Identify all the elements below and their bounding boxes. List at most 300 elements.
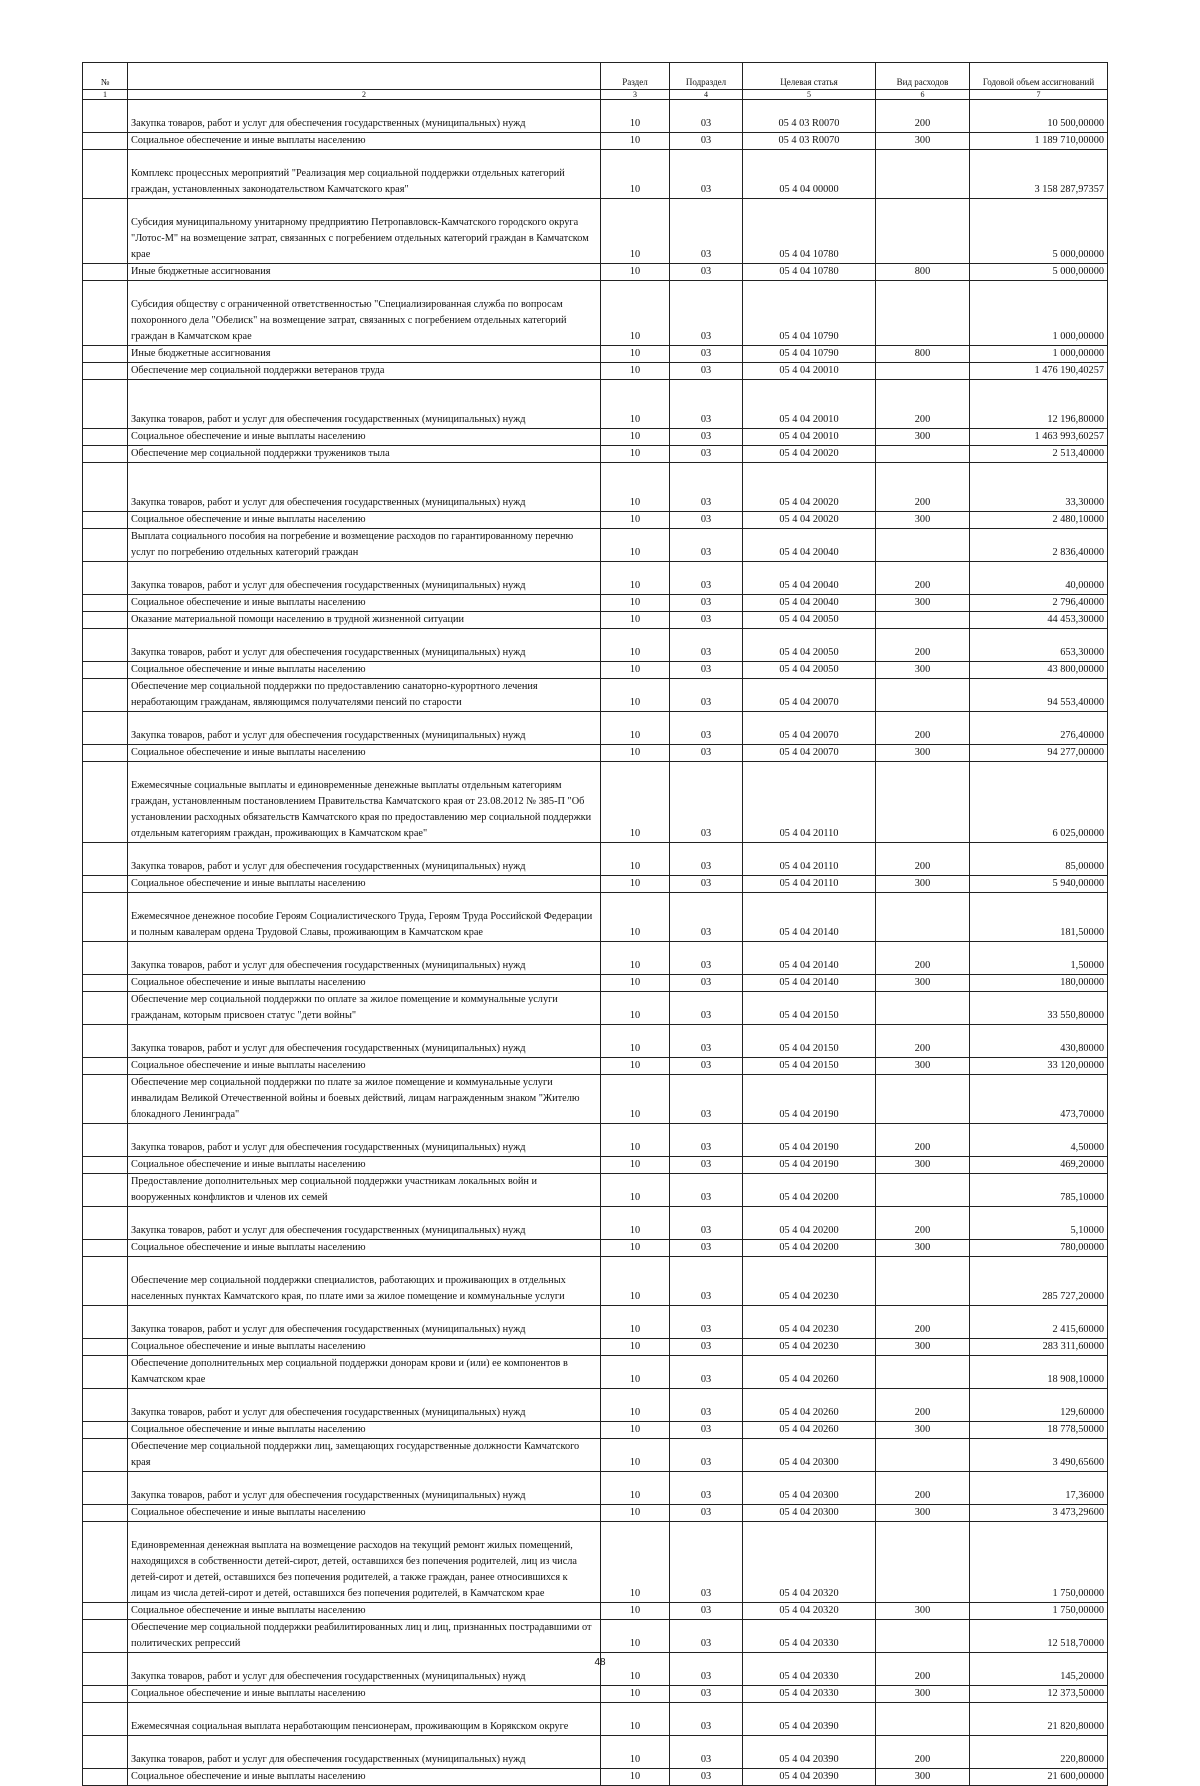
- table-row: [83, 1389, 1108, 1422]
- amount-cell: 145,20000: [970, 1653, 1108, 1686]
- subsection-cell: 03: [670, 1439, 743, 1472]
- amount-cell: 180,00000: [970, 975, 1108, 992]
- target-article-cell: 05 4 04 10780: [743, 264, 876, 281]
- target-article-cell: 05 4 04 20390: [743, 1769, 876, 1786]
- row-number-cell: [83, 100, 128, 133]
- row-name-cell: Социальное обеспечение и иные выплаты населению: [128, 745, 601, 762]
- subsection-cell: 03: [670, 1422, 743, 1439]
- row-name-cell: Обеспечение дополнительных мер социальной поддержки донорам крови и (или) ее компонентов в Камчатском крае: [128, 1356, 601, 1389]
- expense-type-cell: [876, 1620, 970, 1653]
- subsection-cell: 03: [670, 512, 743, 529]
- row-number-cell: [83, 762, 128, 843]
- subsection-cell: 03: [670, 1472, 743, 1505]
- row-number-cell: [83, 346, 128, 363]
- section-cell: 10: [601, 762, 670, 843]
- subsection-cell: 03: [670, 1157, 743, 1174]
- row-number-cell: [83, 512, 128, 529]
- column-number: 2: [128, 90, 601, 100]
- expense-type-cell: 200: [876, 1207, 970, 1240]
- row-number-cell: [83, 1025, 128, 1058]
- expense-type-cell: 200: [876, 1306, 970, 1339]
- table-row: [83, 1439, 1108, 1472]
- section-cell: 10: [601, 529, 670, 562]
- table-row: [83, 1505, 1108, 1522]
- target-article-cell: 05 4 04 20040: [743, 529, 876, 562]
- amount-cell: 1 476 190,40257: [970, 363, 1108, 380]
- row-name-cell: Субсидия обществу с ограниченной ответственностью "Специализированная служба по вопросам похоронного дела "Обелиск" на возмещение затрат, связанных с погребением отдельных категорий граждан в Камчатском крае: [128, 281, 601, 346]
- row-name-cell: Обеспечение мер социальной поддержки лиц, замещающих государственные должности Камчатского края: [128, 1439, 601, 1472]
- row-number-cell: [83, 1339, 128, 1356]
- amount-cell: 5 000,00000: [970, 199, 1108, 264]
- row-number-cell: [83, 1736, 128, 1769]
- subsection-cell: 03: [670, 942, 743, 975]
- expense-type-cell: [876, 992, 970, 1025]
- table-row: [83, 992, 1108, 1025]
- target-article-cell: 05 4 04 10790: [743, 346, 876, 363]
- section-cell: 10: [601, 843, 670, 876]
- expense-type-cell: [876, 1703, 970, 1736]
- target-article-cell: 05 4 04 20020: [743, 463, 876, 512]
- column-number: 1: [83, 90, 128, 100]
- table-row: [83, 975, 1108, 992]
- expense-type-cell: [876, 893, 970, 942]
- row-number-cell: [83, 629, 128, 662]
- subsection-cell: 03: [670, 150, 743, 199]
- table-row: [83, 942, 1108, 975]
- subsection-cell: 03: [670, 893, 743, 942]
- subsection-cell: 03: [670, 1620, 743, 1653]
- row-number-cell: [83, 1439, 128, 1472]
- expense-type-cell: 300: [876, 745, 970, 762]
- row-number-cell: [83, 150, 128, 199]
- table-row: [83, 446, 1108, 463]
- target-article-cell: 05 4 04 20020: [743, 446, 876, 463]
- subsection-cell: 03: [670, 346, 743, 363]
- row-number-cell: [83, 679, 128, 712]
- table-row: [83, 843, 1108, 876]
- expense-type-cell: 200: [876, 1736, 970, 1769]
- row-name-cell: Социальное обеспечение и иные выплаты населению: [128, 975, 601, 992]
- amount-cell: 2 513,40000: [970, 446, 1108, 463]
- row-name-cell: Закупка товаров, работ и услуг для обеспечения государственных (муниципальных) нужд: [128, 629, 601, 662]
- header-expense-type: Вид расходов: [876, 63, 970, 90]
- table-row: [83, 562, 1108, 595]
- table-row: [83, 612, 1108, 629]
- subsection-cell: 03: [670, 679, 743, 712]
- target-article-cell: 05 4 04 20300: [743, 1439, 876, 1472]
- amount-cell: 21 820,80000: [970, 1703, 1108, 1736]
- expense-type-cell: [876, 1257, 970, 1306]
- section-cell: 10: [601, 745, 670, 762]
- expense-type-cell: 200: [876, 463, 970, 512]
- row-number-cell: [83, 712, 128, 745]
- amount-cell: 181,50000: [970, 893, 1108, 942]
- row-name-cell: Субсидия муниципальному унитарному предприятию Петропавловск-Камчатского городского округа "Лотос-М" на возмещение затрат, связанных с погребением отдельных категорий граждан в Камчатском крае: [128, 199, 601, 264]
- expense-type-cell: [876, 529, 970, 562]
- section-cell: 10: [601, 1075, 670, 1124]
- row-name-cell: Социальное обеспечение и иные выплаты населению: [128, 662, 601, 679]
- section-cell: 10: [601, 429, 670, 446]
- expense-type-cell: [876, 199, 970, 264]
- table-row: [83, 529, 1108, 562]
- table-row: [83, 1306, 1108, 1339]
- section-cell: 10: [601, 1769, 670, 1786]
- amount-cell: 2 836,40000: [970, 529, 1108, 562]
- target-article-cell: 05 4 04 20110: [743, 843, 876, 876]
- row-number-cell: [83, 1124, 128, 1157]
- section-cell: 10: [601, 1389, 670, 1422]
- section-cell: 10: [601, 629, 670, 662]
- expense-type-cell: 300: [876, 1240, 970, 1257]
- row-number-cell: [83, 1058, 128, 1075]
- target-article-cell: 05 4 04 20260: [743, 1422, 876, 1439]
- subsection-cell: 03: [670, 1653, 743, 1686]
- row-name-cell: Ежемесячная социальная выплата неработающим пенсионерам, проживающим в Корякском округе: [128, 1703, 601, 1736]
- row-name-cell: Социальное обеспечение и иные выплаты населению: [128, 1339, 601, 1356]
- expense-type-cell: 300: [876, 1603, 970, 1620]
- table-row: [83, 281, 1108, 346]
- row-name-cell: Иные бюджетные ассигнования: [128, 346, 601, 363]
- row-name-cell: Выплата социального пособия на погребение и возмещение расходов по гарантированному перечню услуг по погребению отдельных категорий граждан: [128, 529, 601, 562]
- amount-cell: 1 000,00000: [970, 346, 1108, 363]
- target-article-cell: 05 4 04 20330: [743, 1686, 876, 1703]
- row-name-cell: Обеспечение мер социальной поддержки по плате за жилое помещение и коммунальные услуги инвалидам Великой Отечественной войны и боевых действий, лицам награжденным знаком "Жителю блокадного Ленинграда": [128, 1075, 601, 1124]
- expense-type-cell: 300: [876, 1339, 970, 1356]
- amount-cell: 33,30000: [970, 463, 1108, 512]
- row-number-cell: [83, 843, 128, 876]
- table-row: [83, 264, 1108, 281]
- header-no: №: [83, 63, 128, 90]
- row-number-cell: [83, 1157, 128, 1174]
- target-article-cell: 05 4 03 R0070: [743, 133, 876, 150]
- amount-cell: 18 908,10000: [970, 1356, 1108, 1389]
- table-row: [83, 1703, 1108, 1736]
- expense-type-cell: [876, 150, 970, 199]
- amount-cell: 12 518,70000: [970, 1620, 1108, 1653]
- row-number-cell: [83, 1620, 128, 1653]
- target-article-cell: 05 4 04 20070: [743, 745, 876, 762]
- row-name-cell: Закупка товаров, работ и услуг для обеспечения государственных (муниципальных) нужд: [128, 1653, 601, 1686]
- table-row: [83, 1603, 1108, 1620]
- amount-cell: 1 189 710,00000: [970, 133, 1108, 150]
- expense-type-cell: [876, 446, 970, 463]
- table-row: [83, 1075, 1108, 1124]
- amount-cell: 33 120,00000: [970, 1058, 1108, 1075]
- expense-type-cell: 200: [876, 1389, 970, 1422]
- section-cell: 10: [601, 1240, 670, 1257]
- expense-type-cell: [876, 1075, 970, 1124]
- amount-cell: 469,20000: [970, 1157, 1108, 1174]
- expense-type-cell: 200: [876, 843, 970, 876]
- target-article-cell: 05 4 04 10780: [743, 199, 876, 264]
- amount-cell: 33 550,80000: [970, 992, 1108, 1025]
- row-number-cell: [83, 1174, 128, 1207]
- target-article-cell: 05 4 04 20260: [743, 1389, 876, 1422]
- table-row: [83, 1339, 1108, 1356]
- amount-cell: 4,50000: [970, 1124, 1108, 1157]
- row-number-cell: [83, 1472, 128, 1505]
- section-cell: 10: [601, 264, 670, 281]
- row-number-cell: [83, 876, 128, 893]
- table-row: [83, 1058, 1108, 1075]
- row-number-cell: [83, 199, 128, 264]
- target-article-cell: 05 4 04 20140: [743, 893, 876, 942]
- amount-cell: 12 196,80000: [970, 380, 1108, 429]
- row-name-cell: Закупка товаров, работ и услуг для обеспечения государственных (муниципальных) нужд: [128, 463, 601, 512]
- target-article-cell: 05 4 04 20140: [743, 942, 876, 975]
- row-number-cell: [83, 1505, 128, 1522]
- row-number-cell: [83, 1389, 128, 1422]
- target-article-cell: 05 4 04 20150: [743, 992, 876, 1025]
- section-cell: 10: [601, 1306, 670, 1339]
- header-annual-volume: Годовой объем ассигнований: [970, 63, 1108, 90]
- amount-cell: 785,10000: [970, 1174, 1108, 1207]
- row-name-cell: Закупка товаров, работ и услуг для обеспечения государственных (муниципальных) нужд: [128, 562, 601, 595]
- target-article-cell: 05 4 04 20070: [743, 712, 876, 745]
- header-name: [128, 63, 601, 90]
- section-cell: 10: [601, 1058, 670, 1075]
- table-row: [83, 463, 1108, 512]
- row-name-cell: Закупка товаров, работ и услуг для обеспечения государственных (муниципальных) нужд: [128, 712, 601, 745]
- target-article-cell: 05 4 04 20300: [743, 1505, 876, 1522]
- amount-cell: 2 480,10000: [970, 512, 1108, 529]
- expense-type-cell: 300: [876, 512, 970, 529]
- target-article-cell: 05 4 04 20050: [743, 612, 876, 629]
- amount-cell: 5 000,00000: [970, 264, 1108, 281]
- expense-type-cell: [876, 1174, 970, 1207]
- row-number-cell: [83, 1257, 128, 1306]
- subsection-cell: 03: [670, 1058, 743, 1075]
- row-number-cell: [83, 942, 128, 975]
- table-header-row: [83, 63, 1108, 90]
- row-name-cell: Закупка товаров, работ и услуг для обеспечения государственных (муниципальных) нужд: [128, 1124, 601, 1157]
- row-name-cell: Социальное обеспечение и иные выплаты населению: [128, 429, 601, 446]
- section-cell: 10: [601, 1686, 670, 1703]
- section-cell: 10: [601, 1603, 670, 1620]
- subsection-cell: 03: [670, 975, 743, 992]
- target-article-cell: 05 4 04 20200: [743, 1174, 876, 1207]
- table-row: [83, 1240, 1108, 1257]
- section-cell: 10: [601, 1025, 670, 1058]
- table-row: [83, 679, 1108, 712]
- amount-cell: 3 490,65600: [970, 1439, 1108, 1472]
- section-cell: 10: [601, 876, 670, 893]
- target-article-cell: 05 4 04 20390: [743, 1703, 876, 1736]
- subsection-cell: 03: [670, 1736, 743, 1769]
- expense-type-cell: 300: [876, 1686, 970, 1703]
- subsection-cell: 03: [670, 843, 743, 876]
- expense-type-cell: 300: [876, 1157, 970, 1174]
- section-cell: 10: [601, 1257, 670, 1306]
- section-cell: 10: [601, 199, 670, 264]
- amount-cell: 43 800,00000: [970, 662, 1108, 679]
- table-row: [83, 512, 1108, 529]
- target-article-cell: 05 4 04 20190: [743, 1157, 876, 1174]
- table-row: [83, 1620, 1108, 1653]
- section-cell: 10: [601, 446, 670, 463]
- amount-cell: 10 500,00000: [970, 100, 1108, 133]
- row-number-cell: [83, 662, 128, 679]
- section-cell: 10: [601, 1703, 670, 1736]
- row-number-cell: [83, 562, 128, 595]
- row-number-cell: [83, 529, 128, 562]
- expense-type-cell: 200: [876, 380, 970, 429]
- table-row: [83, 662, 1108, 679]
- row-name-cell: Закупка товаров, работ и услуг для обеспечения государственных (муниципальных) нужд: [128, 942, 601, 975]
- amount-cell: 21 600,00000: [970, 1769, 1108, 1786]
- section-cell: 10: [601, 1439, 670, 1472]
- target-article-cell: 05 4 04 20150: [743, 1058, 876, 1075]
- header-section: Раздел: [601, 63, 670, 90]
- subsection-cell: 03: [670, 1174, 743, 1207]
- target-article-cell: 05 4 04 20320: [743, 1522, 876, 1603]
- amount-cell: 1 000,00000: [970, 281, 1108, 346]
- section-cell: 10: [601, 363, 670, 380]
- amount-cell: 473,70000: [970, 1075, 1108, 1124]
- table-row: [83, 1257, 1108, 1306]
- amount-cell: 40,00000: [970, 562, 1108, 595]
- row-name-cell: Социальное обеспечение и иные выплаты населению: [128, 1769, 601, 1786]
- row-name-cell: Закупка товаров, работ и услуг для обеспечения государственных (муниципальных) нужд: [128, 1306, 601, 1339]
- target-article-cell: 05 4 04 20140: [743, 975, 876, 992]
- expense-type-cell: 200: [876, 942, 970, 975]
- target-article-cell: 05 4 04 20040: [743, 595, 876, 612]
- section-cell: 10: [601, 679, 670, 712]
- table-row: [83, 150, 1108, 199]
- section-cell: 10: [601, 712, 670, 745]
- target-article-cell: 05 4 04 20200: [743, 1240, 876, 1257]
- header-target-article: Целевая статья: [743, 63, 876, 90]
- expense-type-cell: 800: [876, 264, 970, 281]
- table-row: [83, 1025, 1108, 1058]
- subsection-cell: 03: [670, 762, 743, 843]
- row-number-cell: [83, 1207, 128, 1240]
- amount-cell: 2 796,40000: [970, 595, 1108, 612]
- section-cell: 10: [601, 1124, 670, 1157]
- subsection-cell: 03: [670, 133, 743, 150]
- target-article-cell: 05 4 04 20040: [743, 562, 876, 595]
- subsection-cell: 03: [670, 595, 743, 612]
- amount-cell: 129,60000: [970, 1389, 1108, 1422]
- row-number-cell: [83, 380, 128, 429]
- subsection-cell: 03: [670, 429, 743, 446]
- row-number-cell: [83, 1769, 128, 1786]
- row-number-cell: [83, 1356, 128, 1389]
- section-cell: 10: [601, 1422, 670, 1439]
- target-article-cell: 05 4 04 20200: [743, 1207, 876, 1240]
- table-row: [83, 380, 1108, 429]
- expense-type-cell: 300: [876, 1505, 970, 1522]
- amount-cell: 17,36000: [970, 1472, 1108, 1505]
- table-row: [83, 346, 1108, 363]
- amount-cell: 5 940,00000: [970, 876, 1108, 893]
- section-cell: 10: [601, 1207, 670, 1240]
- expense-type-cell: 200: [876, 1653, 970, 1686]
- subsection-cell: 03: [670, 463, 743, 512]
- row-name-cell: Закупка товаров, работ и услуг для обеспечения государственных (муниципальных) нужд: [128, 843, 601, 876]
- amount-cell: 220,80000: [970, 1736, 1108, 1769]
- subsection-cell: 03: [670, 100, 743, 133]
- subsection-cell: 03: [670, 629, 743, 662]
- row-number-cell: [83, 595, 128, 612]
- subsection-cell: 03: [670, 1356, 743, 1389]
- row-number-cell: [83, 429, 128, 446]
- subsection-cell: 03: [670, 1075, 743, 1124]
- amount-cell: 276,40000: [970, 712, 1108, 745]
- table-row: [83, 1356, 1108, 1389]
- column-number: 6: [876, 90, 970, 100]
- expense-type-cell: 300: [876, 1058, 970, 1075]
- section-cell: 10: [601, 150, 670, 199]
- subsection-cell: 03: [670, 712, 743, 745]
- table-row: [83, 1736, 1108, 1769]
- subsection-cell: 03: [670, 1703, 743, 1736]
- table-row: [83, 1686, 1108, 1703]
- row-number-cell: [83, 1603, 128, 1620]
- column-number-row: [83, 90, 1108, 100]
- target-article-cell: 05 4 04 20320: [743, 1603, 876, 1620]
- expense-type-cell: 200: [876, 562, 970, 595]
- subsection-cell: 03: [670, 1769, 743, 1786]
- section-cell: 10: [601, 662, 670, 679]
- subsection-cell: 03: [670, 199, 743, 264]
- subsection-cell: 03: [670, 745, 743, 762]
- section-cell: 10: [601, 1505, 670, 1522]
- expense-type-cell: 300: [876, 1769, 970, 1786]
- amount-cell: 430,80000: [970, 1025, 1108, 1058]
- subsection-cell: 03: [670, 1124, 743, 1157]
- subsection-cell: 03: [670, 380, 743, 429]
- subsection-cell: 03: [670, 1257, 743, 1306]
- row-name-cell: Социальное обеспечение и иные выплаты населению: [128, 1157, 601, 1174]
- target-article-cell: 05 4 04 20110: [743, 762, 876, 843]
- target-article-cell: 05 4 04 20330: [743, 1620, 876, 1653]
- row-name-cell: Социальное обеспечение и иные выплаты населению: [128, 1240, 601, 1257]
- expense-type-cell: [876, 281, 970, 346]
- section-cell: 10: [601, 1356, 670, 1389]
- table-row: [83, 1157, 1108, 1174]
- section-cell: 10: [601, 1620, 670, 1653]
- amount-cell: 1 750,00000: [970, 1522, 1108, 1603]
- expense-type-cell: [876, 1356, 970, 1389]
- amount-cell: 94 553,40000: [970, 679, 1108, 712]
- target-article-cell: 05 4 04 20020: [743, 512, 876, 529]
- row-number-cell: [83, 1522, 128, 1603]
- row-number-cell: [83, 893, 128, 942]
- section-cell: 10: [601, 346, 670, 363]
- target-article-cell: 05 4 04 20010: [743, 429, 876, 446]
- row-name-cell: Социальное обеспечение и иные выплаты населению: [128, 133, 601, 150]
- row-name-cell: Социальное обеспечение и иные выплаты населению: [128, 595, 601, 612]
- table-row: [83, 876, 1108, 893]
- row-number-cell: [83, 992, 128, 1025]
- section-cell: 10: [601, 281, 670, 346]
- section-cell: 10: [601, 992, 670, 1025]
- row-name-cell: Социальное обеспечение и иные выплаты населению: [128, 1603, 601, 1620]
- amount-cell: 44 453,30000: [970, 612, 1108, 629]
- row-name-cell: Социальное обеспечение и иные выплаты населению: [128, 1058, 601, 1075]
- target-article-cell: 05 4 04 20230: [743, 1306, 876, 1339]
- row-number-cell: [83, 264, 128, 281]
- target-article-cell: 05 4 04 10790: [743, 281, 876, 346]
- table-row: [83, 1522, 1108, 1603]
- row-number-cell: [83, 1240, 128, 1257]
- amount-cell: 1,50000: [970, 942, 1108, 975]
- target-article-cell: 05 4 03 R0070: [743, 100, 876, 133]
- expense-type-cell: 300: [876, 1422, 970, 1439]
- target-article-cell: 05 4 04 20070: [743, 679, 876, 712]
- target-article-cell: 05 4 04 20010: [743, 363, 876, 380]
